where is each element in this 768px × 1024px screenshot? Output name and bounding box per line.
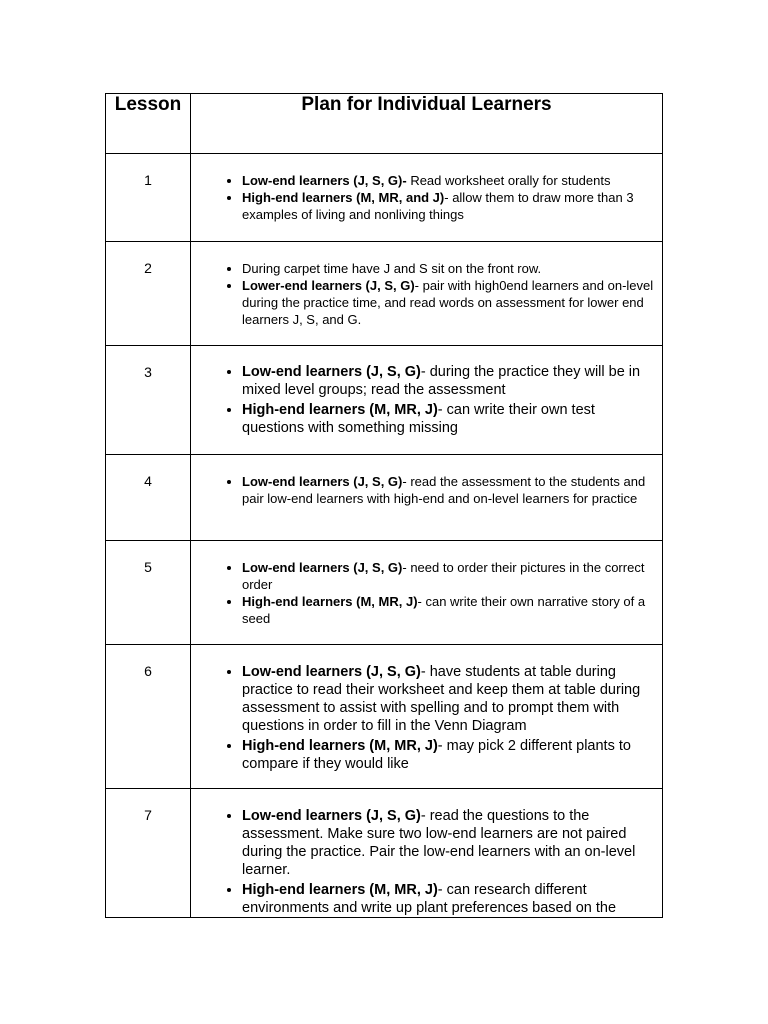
plan-cell	[191, 154, 663, 242]
plan-cell	[191, 346, 663, 455]
bullet-list	[191, 363, 662, 437]
table-row	[106, 154, 663, 242]
table-row	[106, 645, 663, 789]
bullet-list	[191, 260, 662, 328]
plan-cell	[191, 789, 663, 918]
list-item: • Low-end learners (J, S, G)- read the assessment to the students and pair low-end learners with high-end and on-level learners for practice	[242, 473, 656, 507]
list-item: • Low-end learners (J, S, G)- need to order their pictures in the correct order	[242, 559, 656, 593]
lesson-number: 1	[106, 154, 191, 242]
list-item: • High-end learners (M, MR, J)- can research different environments and write up plant preferences based on the	[242, 881, 656, 917]
plan-cell	[191, 455, 663, 541]
lesson-number: 7	[106, 789, 191, 918]
table-header-row	[106, 94, 663, 154]
list-item: • Low-end learners (J, S, G)- during the practice they will be in mixed level groups; read the assessment	[242, 363, 656, 399]
table-row	[106, 346, 663, 455]
lesson-number: 4	[106, 455, 191, 541]
list-item: • High-end learners (M, MR, J)- can write their own test questions with something missing	[242, 401, 656, 437]
bullet-list	[191, 473, 662, 507]
lesson-number: 5	[106, 541, 191, 645]
list-item: • High-end learners (M, MR, J)- can write their own narrative story of a seed	[242, 593, 656, 627]
table-row	[106, 242, 663, 346]
table-row	[106, 455, 663, 541]
lesson-plan-table	[105, 93, 663, 918]
bullet-list	[191, 807, 662, 917]
plan-column-header: Plan for Individual Learners	[191, 94, 663, 154]
lesson-number: 3	[106, 346, 191, 455]
list-item: • Low-end learners (J, S, G)- read the questions to the assessment. Make sure two low-end learners are not paired during the practice. Pair the low-end learners with an on-level learner.	[242, 807, 656, 879]
lesson-number: 6	[106, 645, 191, 789]
plan-cell-clip	[191, 807, 662, 917]
table-row	[106, 541, 663, 645]
list-item: • High-end learners (M, MR, J)- may pick 2 different plants to compare if they would like	[242, 737, 656, 773]
bullet-list	[191, 663, 662, 773]
list-item: • Low-end learners (J, S, G)- Read worksheet orally for students	[242, 172, 656, 189]
plan-cell	[191, 541, 663, 645]
list-item: • During carpet time have J and S sit on the front row.	[242, 260, 656, 277]
list-item: • Lower-end learners (J, S, G)- pair with high0end learners and on-level during the practice time, and read words on assessment for lower end learners J, S, and G.	[242, 277, 656, 328]
bullet-list	[191, 172, 662, 223]
lesson-column-header: Lesson	[106, 94, 191, 154]
plan-cell	[191, 242, 663, 346]
table-row	[106, 789, 663, 918]
lesson-number: 2	[106, 242, 191, 346]
list-item: • Low-end learners (J, S, G)- have students at table during practice to read their worksheet and keep them at table during assessment to assist with spelling and to prompt them with questions in order to fill in the Venn Diagram	[242, 663, 656, 735]
list-item: • High-end learners (M, MR, and J)- allow them to draw more than 3 examples of living and nonliving things	[242, 189, 656, 223]
bullet-list	[191, 559, 662, 627]
plan-cell	[191, 645, 663, 789]
